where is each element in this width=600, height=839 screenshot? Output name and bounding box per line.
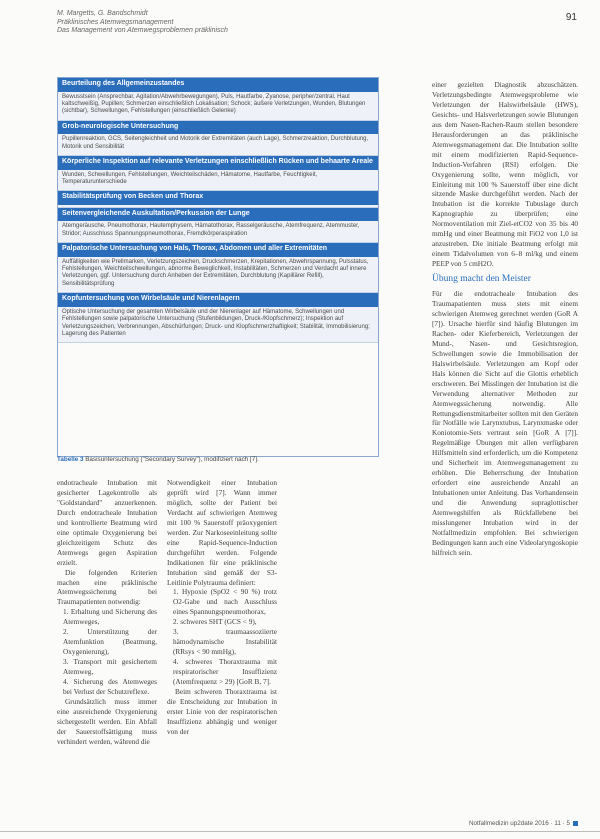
table-section-heading: Kopfuntersuchung von Wirbelsäule und Nierenlagern [58, 293, 378, 307]
caption-label: Tabelle 3 [57, 456, 84, 463]
table-section-body: Bewusstsein (Ansprechbar, Agitation/Abwehrbewegungen), Puls, Hautfarbe, Zyanose, peripher/zentral, Haut kaltschweißig, Pupillen; Schmerzen einschließlich Lokalisation; Schock; äußere Verletzungen, Wunden, Blutungen (sichtbar), Schwellungen, Fehlstellungen (einschließlich Gelenke) [58, 92, 378, 121]
list-item: 2. Unterstützung der Atemfunktion (Beatmung, Oxygenierung), [63, 627, 157, 657]
table-section-heading: Körperliche Inspektion auf relevante Verletzungen einschließlich Rücken und behaarte Areale [58, 156, 378, 170]
list-item: 4. Sicherung des Atemweges bei Verlust der Schutzreflexe. [63, 677, 157, 697]
table-caption [57, 456, 377, 464]
table-section-body: Atemgeräusche, Pneumothorax, Hautemphysem, Hämatothorax, Rasselgeräusche, Atemfrequenz, Atemmuster, Stridor; Ausschluss Spannungspneumothorax, Fremdkörperaspiration [58, 221, 378, 243]
list-item: 3. traumaassoziierte hämodynamische Instabilität (RRsys < 90 mmHg), [173, 627, 277, 657]
page-number: 91 [565, 12, 577, 23]
section-heading: Übung macht den Meister [432, 274, 531, 285]
caption-text: Basisuntersuchung ("Secondary Survey"), modifiziert nach [7]. [85, 456, 259, 463]
header-topic: Präklinisches Atemwegsmanagement [57, 18, 174, 26]
page-footer [360, 820, 578, 827]
paragraph: Die folgenden Kriterien machen eine präklinische Atemwegssicherung bei Traumapatienten notwendig: [57, 567, 157, 607]
paragraph: Für die endotracheale Intubation des Traumapatienten muss stets mit einem schwierigen Atemweg gerechnet werden (GoR A [7]). Ursache hierfür sind häufig Blutungen im Rachen- oder Kieferbereich, Verletzungen der Mund-, Nasen- und Gesichtsregion, Schwellungen sowie die Immobilisation der Halswirbelsäule. Verletzungen am Kopf oder Hals können die Sicht auf die Glottis erheblich erschweren. Bei Misslingen der Intubation ist die Verwendung alternativer Methoden zur Atemwegssicherung notwendig. Alle Rettungsdienstmitarbeiter sollten mit den Geräten für Notfälle wie Larynxtubus, Larynxmaske oder Koniotomie-Sets vertraut sein [GoR A [7]]. Regelmäßige Übungen mit allen verfügbaren Hilfsmitteln sind erforderlich, um die Kompetenz und Sicherheit im Atemwegsmanagement zu erhöhen. Die Beherrschung der Intubation erfordert eine ausreichende Anzahl an Intubationen unter Anleitung. Das Vorhandensein und die Anwendung supraglottischer Atemwegshilfen als Rückfallebene bei misslungener Intubation wird in der Notfallmedizin empfohlen. Bei schwierigen Bedingungen kann auch eine Videolaryngoskopie hilfreich sein. [432, 289, 578, 557]
paragraph: Beim schweren Thoraxtrauma ist die Entscheidung zur Intubation in erster Linie von der respiratorischen Insuffizienz abhängig und weniger von der [167, 687, 277, 736]
paragraph: Notwendigkeit einer Intubation geprüft wird [7]. Wann immer möglich, sollte der Patient bei Verdacht auf schwierigen Atemweg mit 100 % Sauerstoff präoxygeniert werden. Zur Narkoseeinleitung sollte eine Rapid-Sequence-Induction durchgeführt werden. Folgende Indikationen für eine präklinische Intubation sind gemäß der S3-Leitlinie Polytrauma definiert: [167, 478, 277, 587]
text-column-1 [57, 478, 157, 747]
table-section-heading: Seitenvergleichende Auskultation/Perkussion der Lunge [58, 208, 378, 222]
table-section-body: Wunden, Schwellungen, Fehlstellungen, Weichteilschäden, Hämatome, Hautfarbe, Feuchtigkeit, Temperaturunterschiede [58, 170, 378, 192]
text-column-2 [167, 478, 277, 737]
list-item: 3. Transport mit gesichertem Atemweg, [63, 657, 157, 677]
table-section-body: Optische Untersuchung der gesamten Wirbelsäule und der Nierenlager auf Hämatome, Schwellungen und Fehlstellungen sowie palpatorische Untersuchung (Stufenbildungen, Druck-/Klopfschmerz); Inspektion auf Verletzungszeichen, Verbrennungen, Abschürfungen; Druck- und Klopfschmerzhaftigkeit; Stabilität, Immobilisierung; Lagerung des Patienten [58, 307, 378, 344]
list-item: 4. schweres Thoraxtrauma mit respiratorischer Insuffizienz (Atemfrequenz > 29) [GoR B, 7]. [173, 657, 277, 687]
table-section-heading: Palpatorische Untersuchung von Hals, Thorax, Abdomen und aller Extremitäten [58, 243, 378, 257]
paragraph: einer gezielten Diagnostik abzuschätzen. Verletzungsbedingte Atemwegsprobleme wie Verletzungen der Halswirbelsäule (HWS), Gesichts- und Halsverletzungen sowie Blutungen aus dem Nasen-Rachen-Raum stellen besondere Herausforderungen an das präklinische Atemwegsmanagement dar. Die Intubation sollte mit einem modifizierten Rapid-Sequence-Induction-Verfahren (RSI) erfolgen. Die Oxygenierung sollte, wenn möglich, vor Einleitung mit 100 % Sauerstoff über eine dicht sitzende Maske durchgeführt werden. Nach der Intubation ist die korrekte Tubuslage durch Kapnographie zu überprüfen; eine Normoventilation mit Ziel-etCO2 von 35 bis 40 mmHg und einer Beatmung mit FiO2 von 1,0 ist anzustreben. Die initiale Beatmung erfolgt mit einem Tidalvolumen von 6–8 ml/kg und einem PEEP von 5 cmH2O. [432, 80, 578, 269]
header-subtitle: Das Management von Atemwegsproblemen präklinisch [57, 27, 228, 34]
table-section-heading: Stabilitätsprüfung von Becken und Thorax [58, 191, 378, 205]
page-edge-divider [0, 831, 600, 832]
secondary-survey-table [57, 77, 379, 457]
table-section-body: Pupillenreaktion, GCS, Seitengleichheit und Motorik der Extremitäten (auch Lage), Schmerzreaktion, Durchblutung, Motorik und Sensibilität [58, 134, 378, 156]
list-item: 1. Hypoxie (SpO2 < 90 %) trotz O2-Gabe und nach Ausschluss eines Spannungspneumothorax, [173, 587, 277, 617]
text-column-3 [432, 80, 578, 558]
table-section-heading: Grob-neurologische Untersuchung [58, 121, 378, 135]
header-authors: M. Margetts, G. Bandschmidt [57, 10, 148, 17]
list-item: 1. Erhaltung und Sicherung des Atemweges, [63, 607, 157, 627]
table-section-body: Auffälligkeiten wie Prellmarken, Verletzungszeichen, Druckschmerzen, Krepitationen, Abwehrspannung, Pulsstatus, Fehlstellungen, Weichteilschwellungen, abnorme Beweglichkeit, Instabilitäten, Schmerzen und Verdacht auf innere Verletzungen, ggf. Untersuchung durch Anheben der Extremitäten, Durchblutung (Kapillärer Refill), Sensibilitätsprüfung [58, 257, 378, 294]
list-item: 2. schweres SHT (GCS < 9), [173, 617, 257, 627]
paragraph: Grundsätzlich muss immer eine ausreichende Oxygenierung sichergestellt werden. Ein Abfall der Sauerstoffsättigung muss verhindert werden, während die [57, 696, 157, 746]
paragraph: endotracheale Intubation mit gesicherter Lagekontrolle als "Goldstandard" anzuerkennen. Durch endotracheale Intubation und kontrollierte Beatmung wird eine optimale Oxygenierung bei gleichzeitigem Schutz des Atemwegs gegen Aspiration erzielt. [57, 478, 157, 567]
footer-citation: Notfallmedizin up2date 2016 · 11 · 5 [468, 820, 570, 827]
table-section-heading: Beurteilung des Allgemeinzustandes [58, 78, 378, 92]
page-header [57, 10, 577, 48]
footer-square-icon [573, 821, 578, 826]
